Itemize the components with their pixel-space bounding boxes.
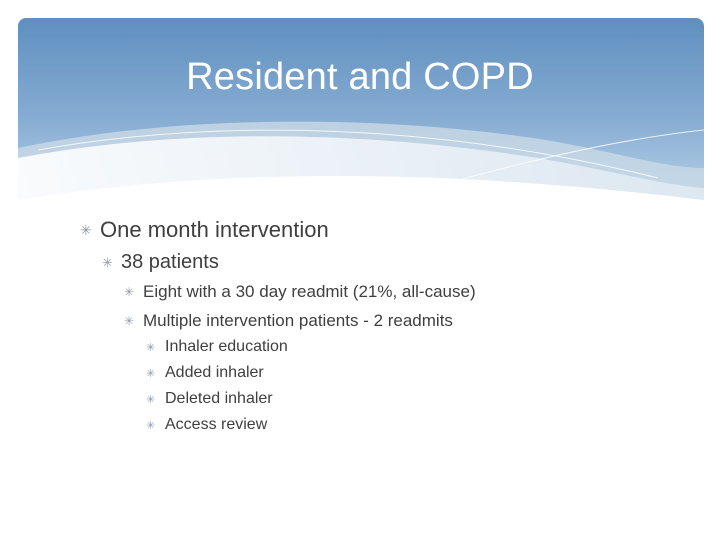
asterisk-bullet-icon: ✳ <box>80 221 92 238</box>
bullet-text: 38 patients <box>121 251 219 273</box>
asterisk-bullet-icon: ✳ <box>124 285 135 299</box>
bullet-level3 <box>124 282 476 302</box>
bullet-level2 <box>102 251 219 274</box>
slide-title: Resident and COPD <box>186 56 534 98</box>
bullet-text: Eight with a 30 day readmit (21%, all-cause) <box>143 282 476 301</box>
asterisk-bullet-icon: ✳ <box>146 367 156 380</box>
bullet-text: Multiple intervention patients - 2 readmits <box>143 311 453 330</box>
title-banner <box>18 18 704 200</box>
bullet-text: Added inhaler <box>165 364 264 381</box>
bullet-level1 <box>80 217 329 243</box>
bullet-text: Inhaler education <box>165 338 288 355</box>
bullet-level4 <box>146 364 264 382</box>
asterisk-bullet-icon: ✳ <box>124 314 135 328</box>
asterisk-bullet-icon: ✳ <box>146 341 156 354</box>
bullet-level4 <box>146 416 267 434</box>
bullet-level4 <box>146 390 273 408</box>
bullet-level4 <box>146 338 288 356</box>
bullet-text: One month intervention <box>100 217 329 242</box>
bullet-text: Deleted inhaler <box>165 390 273 407</box>
bullet-text: Access review <box>165 416 268 433</box>
asterisk-bullet-icon: ✳ <box>146 419 156 432</box>
bullet-level3 <box>124 311 453 331</box>
banner-wave-graphic <box>18 18 704 200</box>
asterisk-bullet-icon: ✳ <box>146 393 156 406</box>
asterisk-bullet-icon: ✳ <box>102 254 113 270</box>
